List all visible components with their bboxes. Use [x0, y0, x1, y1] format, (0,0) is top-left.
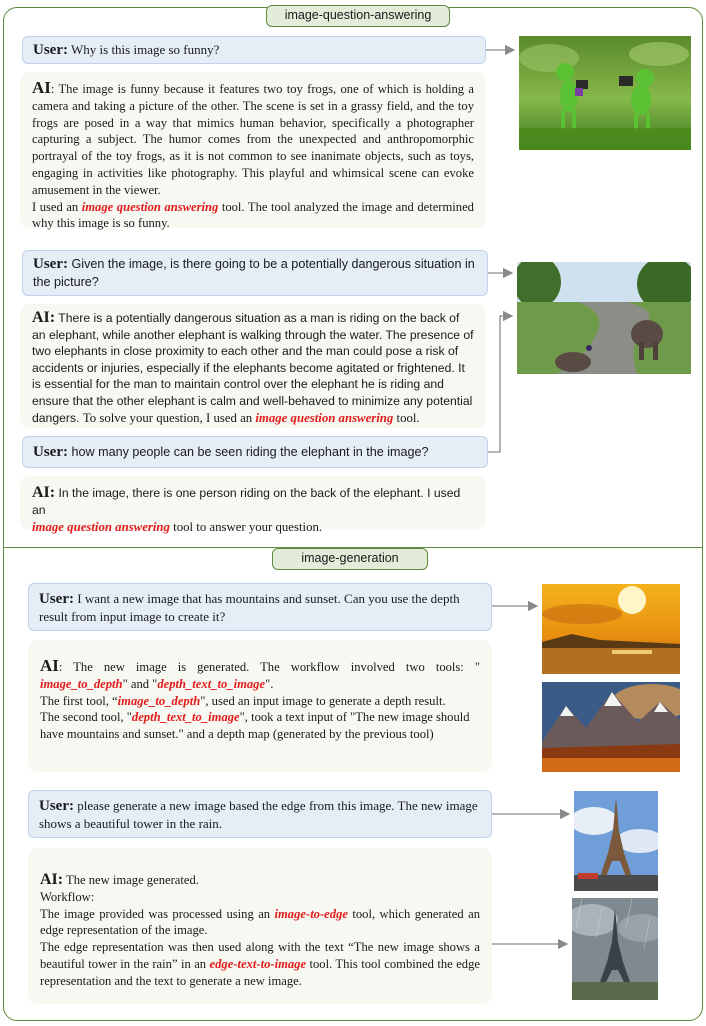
tool-name: image question answering	[255, 410, 394, 425]
user-text: Given the image, is there going to be a potentially dangerous situation in the picture?	[33, 257, 475, 289]
user-text: I want a new image that has mountains and sunset. Can you use the depth result from input image to create it?	[39, 591, 460, 624]
tool-name: image question answering	[32, 520, 170, 534]
ai-speaker: AI:	[32, 309, 56, 326]
ai-text: In the image, there is one person riding on the back of the elephant. I used an	[32, 486, 461, 517]
user-speaker: User:	[33, 42, 68, 58]
user-text: please generate a new image based the edge from this image. The new image shows a beautiful tower in the rain.	[39, 798, 478, 831]
ai-text: There is a potentially dangerous situation as a man is riding on the back of an elephant, while another elephant is walking through the water. The presence of two elephants in close proximity to each other and the man could pose a risk of accidents or injuries, especially if the elephants become agitated or frightened. It is essential for the man to maintain control over the elephant he is riding and ensure that the other elephant is calm and well-behaved to minimize any potential dangers.	[32, 311, 474, 425]
user-speaker: User:	[33, 444, 68, 460]
elephants-river-image	[517, 262, 691, 374]
user-message-5	[28, 790, 492, 838]
ai-tool-sentence: I used an	[32, 199, 82, 214]
ai-message-3	[20, 476, 486, 534]
user-message-1	[22, 36, 486, 64]
ai-message-1	[20, 72, 486, 231]
ai-text: The image provided was processed using an	[40, 906, 275, 921]
user-speaker: User:	[39, 591, 74, 607]
tool-name: depth_text_to_image	[157, 676, 266, 691]
ai-text: : The image is funny because it features two toy frogs, one of which is holding a camera and taking a picture of the other. The scene is set in a grassy field, and the toy frogs are posed in a way that mimics human behavior, specifically a photographer capturing a subject. The humor comes from the unexpected and anthropomorphic portrayal of the toy frogs, as it is not common to see inanimate objects, such as toys, engaging in activities like photography. This playful and whimsical scene can evoke amusement in the viewer.	[32, 82, 474, 197]
ai-message-4	[28, 640, 492, 772]
ai-tool-sentence: To solve your question, I used an	[82, 410, 256, 425]
user-message-4	[28, 583, 492, 631]
ai-text: : The new image is generated. The workflow involved two tools: "	[58, 660, 480, 674]
tool-name: image-to-edge	[274, 906, 348, 921]
ai-text: The first tool, “	[40, 693, 118, 708]
ai-tool-sentence-end: tool. The tool analyzed the image and determined why this image is so funny.	[32, 199, 474, 231]
tool-name: image_to_depth	[40, 676, 123, 691]
ai-speaker: AI	[40, 656, 59, 675]
ai-text: ", took a text input of "The new image should have mountains and sunset." and a depth map (generated by the previous tool)	[40, 710, 470, 742]
user-text: Why is this image so funny?	[71, 42, 220, 57]
section-tab-image-generation: image-generation	[272, 548, 428, 570]
user-message-3	[22, 436, 488, 468]
toy-frogs-image	[519, 36, 691, 150]
eiffel-tower-rain-image	[572, 898, 658, 1000]
tool-name: image question answering	[81, 199, 219, 214]
ai-message-5	[28, 848, 492, 1004]
ai-text: The second tool, "	[40, 710, 132, 725]
user-speaker: User:	[33, 256, 68, 272]
ai-text-join: " and "	[122, 676, 158, 691]
ai-message-2	[20, 304, 486, 428]
user-message-2	[22, 250, 488, 296]
ai-speaker: AI:	[32, 484, 56, 501]
sunset-sea-image	[542, 584, 680, 674]
ai-tool-sentence-end: tool to answer your question.	[169, 520, 323, 534]
ai-text: The edge representation was then used along with the text “The new image shows a beautiful tower in the rain” in an	[40, 940, 480, 971]
ai-text: tool, which generated an edge representation of the image.	[40, 906, 480, 938]
ai-speaker: AI	[32, 78, 51, 97]
ai-text: ", used an input image to generate a depth result.	[200, 693, 446, 708]
ai-text: Workflow:	[40, 889, 95, 904]
ai-tool-sentence-end: tool.	[393, 410, 420, 425]
ai-text: The new image generated.	[66, 873, 199, 887]
mountains-sunset-image	[542, 682, 680, 772]
ai-text: tool. This tool combined the edge representation and the text to generate a new image.	[40, 956, 480, 988]
ai-text-end: ".	[265, 676, 274, 691]
eiffel-tower-image	[574, 791, 658, 891]
tool-name: depth_text_to_image	[131, 710, 240, 725]
tool-name: edge-text-to-image	[209, 956, 307, 971]
user-speaker: User:	[39, 798, 74, 814]
tool-name: image_to_depth	[117, 693, 201, 708]
section-tab-image-question-answering: image-question-answering	[266, 5, 450, 27]
ai-speaker: AI:	[40, 871, 64, 888]
user-text: how many people can be seen riding the elephant in the image?	[71, 445, 429, 459]
